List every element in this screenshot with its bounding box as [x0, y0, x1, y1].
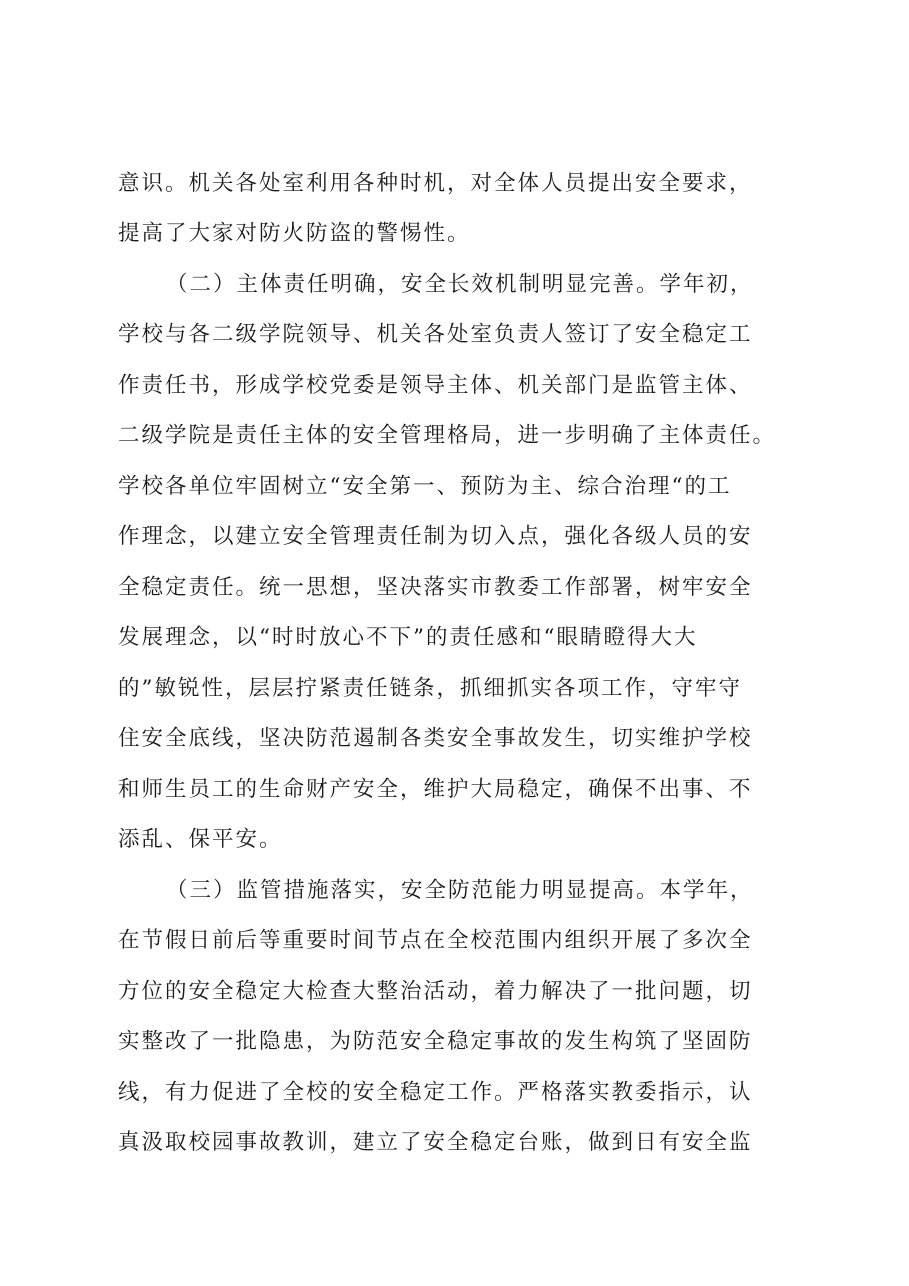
text-line: 作理念，以建立安全管理责任制为切入点，强化各级人员的安 — [118, 524, 753, 549]
text-line: 意识。机关各处室利用各种时机，对全体人员提出安全要求， — [118, 171, 753, 196]
text-line: 添乱、保平安。 — [118, 827, 283, 852]
text-line: 二级学院是责任主体的安全管理格局，进一步明确了主体责任。 — [118, 423, 777, 448]
section-heading-3: （三）监管措施落实，安全防范能力明显提高。本学年， — [166, 878, 754, 903]
text-line: 在节假日前后等重要时间节点在全校范围内组织开展了多次全 — [118, 928, 753, 953]
section-heading-2: （二）主体责任明确，安全长效机制明显完善。学年初， — [166, 272, 754, 297]
text-line: 全稳定责任。统一思想，坚决落实市教委工作部署，树牢安全 — [118, 575, 753, 600]
text-line: 提高了大家对防火防盗的警惕性。 — [118, 221, 471, 246]
text-line: 住安全底线，坚决防范遏制各类安全事故发生，切实维护学校 — [118, 726, 753, 751]
text-line: 学校与各二级学院领导、机关各处室负责人签订了安全稳定工 — [118, 322, 753, 347]
text-line: 真汲取校园事故教训，建立了安全稳定台账，做到日有安全监 — [118, 1130, 753, 1155]
text-line: 学校各单位牢固树立“安全第一、预防为主、综合治理“的工 — [118, 474, 732, 499]
text-line: 和师生员工的生命财产安全，维护大局稳定，确保不出事、不 — [118, 777, 753, 802]
text-line: 线，有力促进了全校的安全稳定工作。严格落实教委指示，认 — [118, 1080, 753, 1105]
text-line: 的”敏锐性，层层拧紧责任链条，抓细抓实各项工作，守牢守 — [118, 676, 742, 701]
text-line: 作责任书，形成学校党委是领导主体、机关部门是监管主体、 — [118, 373, 753, 398]
text-line: 发展理念，以“时时放心不下”的责任感和“眼睛瞪得大大 — [118, 625, 698, 650]
text-line: 实整改了一批隐患，为防范安全稳定事故的发生构筑了坚固防 — [118, 1029, 753, 1054]
text-line: 方位的安全稳定大检查大整治活动，着力解决了一批问题，切 — [118, 979, 753, 1004]
